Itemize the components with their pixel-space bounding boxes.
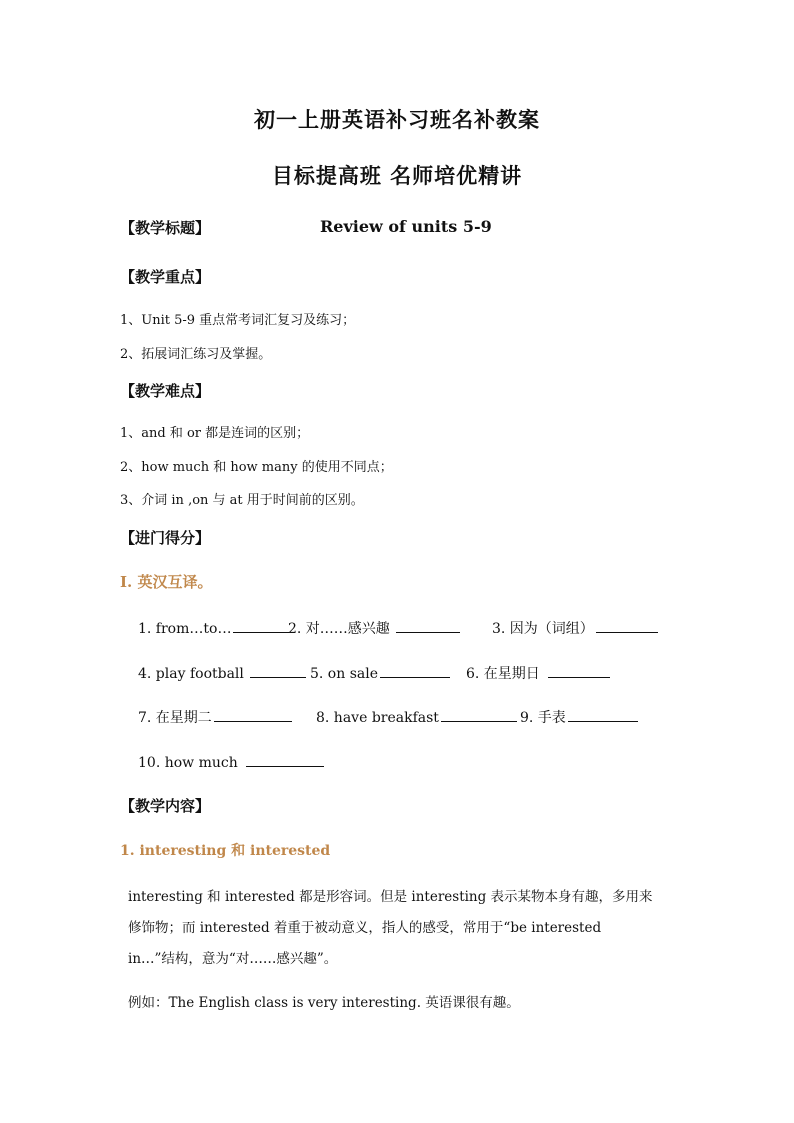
difficult-points-label: 【教学难点】	[120, 382, 211, 400]
key-point-item: 1、Unit 5-9 重点常考词汇复习及练习；	[120, 313, 356, 328]
exercise-item: 6. 在星期日	[466, 663, 612, 683]
topic-label: 【教学标题】	[120, 219, 211, 237]
exercise-item: 7. 在星期二	[138, 707, 294, 727]
document-subtitle: 目标提高班 名师培优精讲	[271, 163, 523, 188]
difficult-point-item: 2、how much 和 how many 的使用不同点；	[120, 460, 393, 475]
document-title: 初一上册英语补习班名补教案	[254, 107, 540, 132]
content-paragraph: 修饰物；而 interested 着重于被动意义，指人的感受，常用于“be interested	[128, 920, 602, 936]
key-points-label: 【教学重点】	[120, 268, 211, 286]
exercise-item: 9. 手表	[520, 707, 640, 727]
exercise-item: 3. 因为（词组）	[492, 618, 660, 638]
exercise-item: 2. 对……感兴趣	[288, 618, 462, 638]
exercise-item: 1. from…to…	[138, 618, 291, 637]
difficult-point-item: 1、and 和 or 都是连词的区别；	[120, 426, 310, 441]
exercise-item: 5. on sale	[310, 663, 452, 682]
exercise-item: 10. how much	[138, 752, 326, 771]
entry-score-label: 【进门得分】	[120, 529, 211, 547]
teaching-content-label: 【教学内容】	[120, 797, 211, 815]
content-example: 例如：The English class is very interesting. 英语课很有趣。	[128, 995, 520, 1011]
exercise-item: 8. have breakfast	[316, 707, 519, 726]
difficult-point-item: 3、介词 in ,on 与 at 用于时间前的区别。	[120, 493, 364, 508]
content-paragraph: interesting 和 interested 都是形容词。但是 interesting 表示某物本身有趣，多用来	[128, 889, 653, 905]
exercise-heading: I. 英汉互译。	[120, 573, 213, 591]
topic-value: Review of units 5-9	[320, 217, 492, 236]
content-subheading: 1. interesting 和 interested	[120, 843, 331, 859]
exercise-item: 4. play football	[138, 663, 308, 682]
key-point-item: 2、拓展词汇练习及掌握。	[120, 347, 272, 362]
content-paragraph: in…”结构，意为“对……感兴趣”。	[128, 951, 338, 967]
